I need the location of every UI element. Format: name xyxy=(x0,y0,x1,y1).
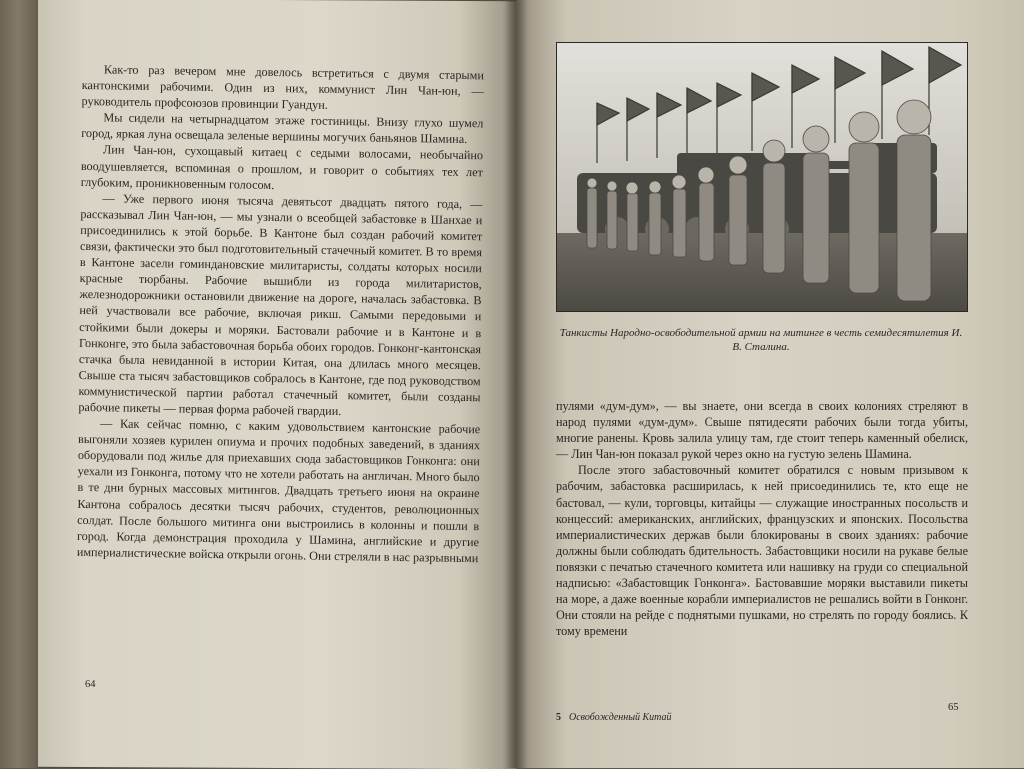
page-number-left: 64 xyxy=(85,678,96,691)
signature-number: 5 xyxy=(556,712,561,723)
right-page xyxy=(516,0,1024,768)
parade-photo-icon xyxy=(556,42,968,312)
page-number-right: 65 xyxy=(948,702,959,713)
left-page-text xyxy=(77,61,484,566)
paragraph: После этого забастовочный комитет обратился с новым призывом к рабочим, забастовка расширилась, к ней присоединились те, кто еще не бастовал, — кули, торговцы, китайцы — служащие иностранных посольств и концессий: американских, английских, французских и японских. Посольства империалистических держав были блокированы в своих зданиях: рабочие должны были соблюдать бдительность. Забастовщики носили на рукаве белые повязки с печатью стачечного комитета или нашивку на груди со специальной надписью: «Забастовщик Гонконга». Бастовавшие моряки выставили пикеты на море, а даже военные корабли империалистов не решались войти в Гонконг. Они стояли на рейде с поднятыми пушками, но стрелять по городу боялись. К тому времени xyxy=(556,463,968,639)
paragraph: пулями «дум-дум», — вы знаете, они всегда в своих колониях стреляют в народ пулями «дум-дум». Свыше пятидесяти рабочих были тогда убиты, многие ранены. Кровь залила улицу там, где стоит теперь каменный обелиск, — Лин Чан-юн показал рукой через окно на густую зелень Шамина. xyxy=(556,399,968,462)
signature-mark xyxy=(556,712,672,723)
signature-title: Освобожденный Китай xyxy=(569,712,672,723)
paragraph: — Уже первого июня тысяча девятьсот двадцать пятого года, — рассказывал Лин Чан-юн, — мы узнали о всеобщей забастовке в Шанхае и присоединились к этой борьбе. В Кантоне был создан рабочий комитет связи, фактически это был подготовительный стачечный комитет. В то время в Кантоне засели гоминдановские милитаристы, солдаты которых носили красные тюрбаны. Рабочие вышибли из города милитаристов, железнодорожники остановили движение на дороге, началась забастовка. В ней участвовали все рабочие, включая рикш. Самыми передовыми и стойкими были докеры и моряки. Бастовали рабочие и в Кантоне и в Гонконге, это была забастовочная борьба обоих городов. Гонконг-кантонская стачка была невиданной в истории Китая, она длилась много месяцев. Свыше ста тысяч забастовщиков собралось в Кантоне, где под руководством коммунистической партии работал стачечный комитет, были созданы рабочие пикеты — первая форма рабочей гвардии. xyxy=(78,191,483,419)
photo-illustration xyxy=(557,43,967,311)
paragraph: Как-то раз вечером мне довелось встретиться с двумя старыми кантонскими рабочими. Один из них, коммунист Лин Чан-юн, — руководитель профсоюзов провинции Гуандун. xyxy=(81,62,484,113)
paragraph: Мы сидели на четырнадцатом этаже гостиницы. Внизу глухо шумел город, яркая луна освещала зеленые вершины могучих баньянов Шамина. xyxy=(81,110,484,147)
photo-caption: Танкисты Народно-освободительной армии на митинге в честь семидесятилетия И. В. Сталина. xyxy=(559,327,963,353)
right-page-text xyxy=(556,398,968,639)
left-page xyxy=(38,0,516,769)
paragraph: Лин Чан-юн, сухощавый китаец с седыми волосами, необычайно воодушевляется, вспоминая о прошлом, и говорит о событиях тех лет глубоким, проникновенным голосом. xyxy=(80,142,484,192)
paragraph: — Как сейчас помню, с каким удовольствием кантонские рабочие выгоняли хозяев курилен опиума и прочих подобных заведений, в зданиях оборудовали под жилье для приехавших сюда забастовщиков Гонконга: они уехали из Гонконга, потому что не хотели работать на англичан. Много было в те дни бурных массовых митингов. Двадцать третьего июня на окраине Кантона собралось десятки тысяч рабочих, студентов, революционных солдат. После большого митинга они выстроились в колонны и пошли в город. Когда демонстрация проходила у Шамина, английские и другие империалистические войска открыли огонь. Они стреляли в нас разрывными xyxy=(76,416,481,566)
